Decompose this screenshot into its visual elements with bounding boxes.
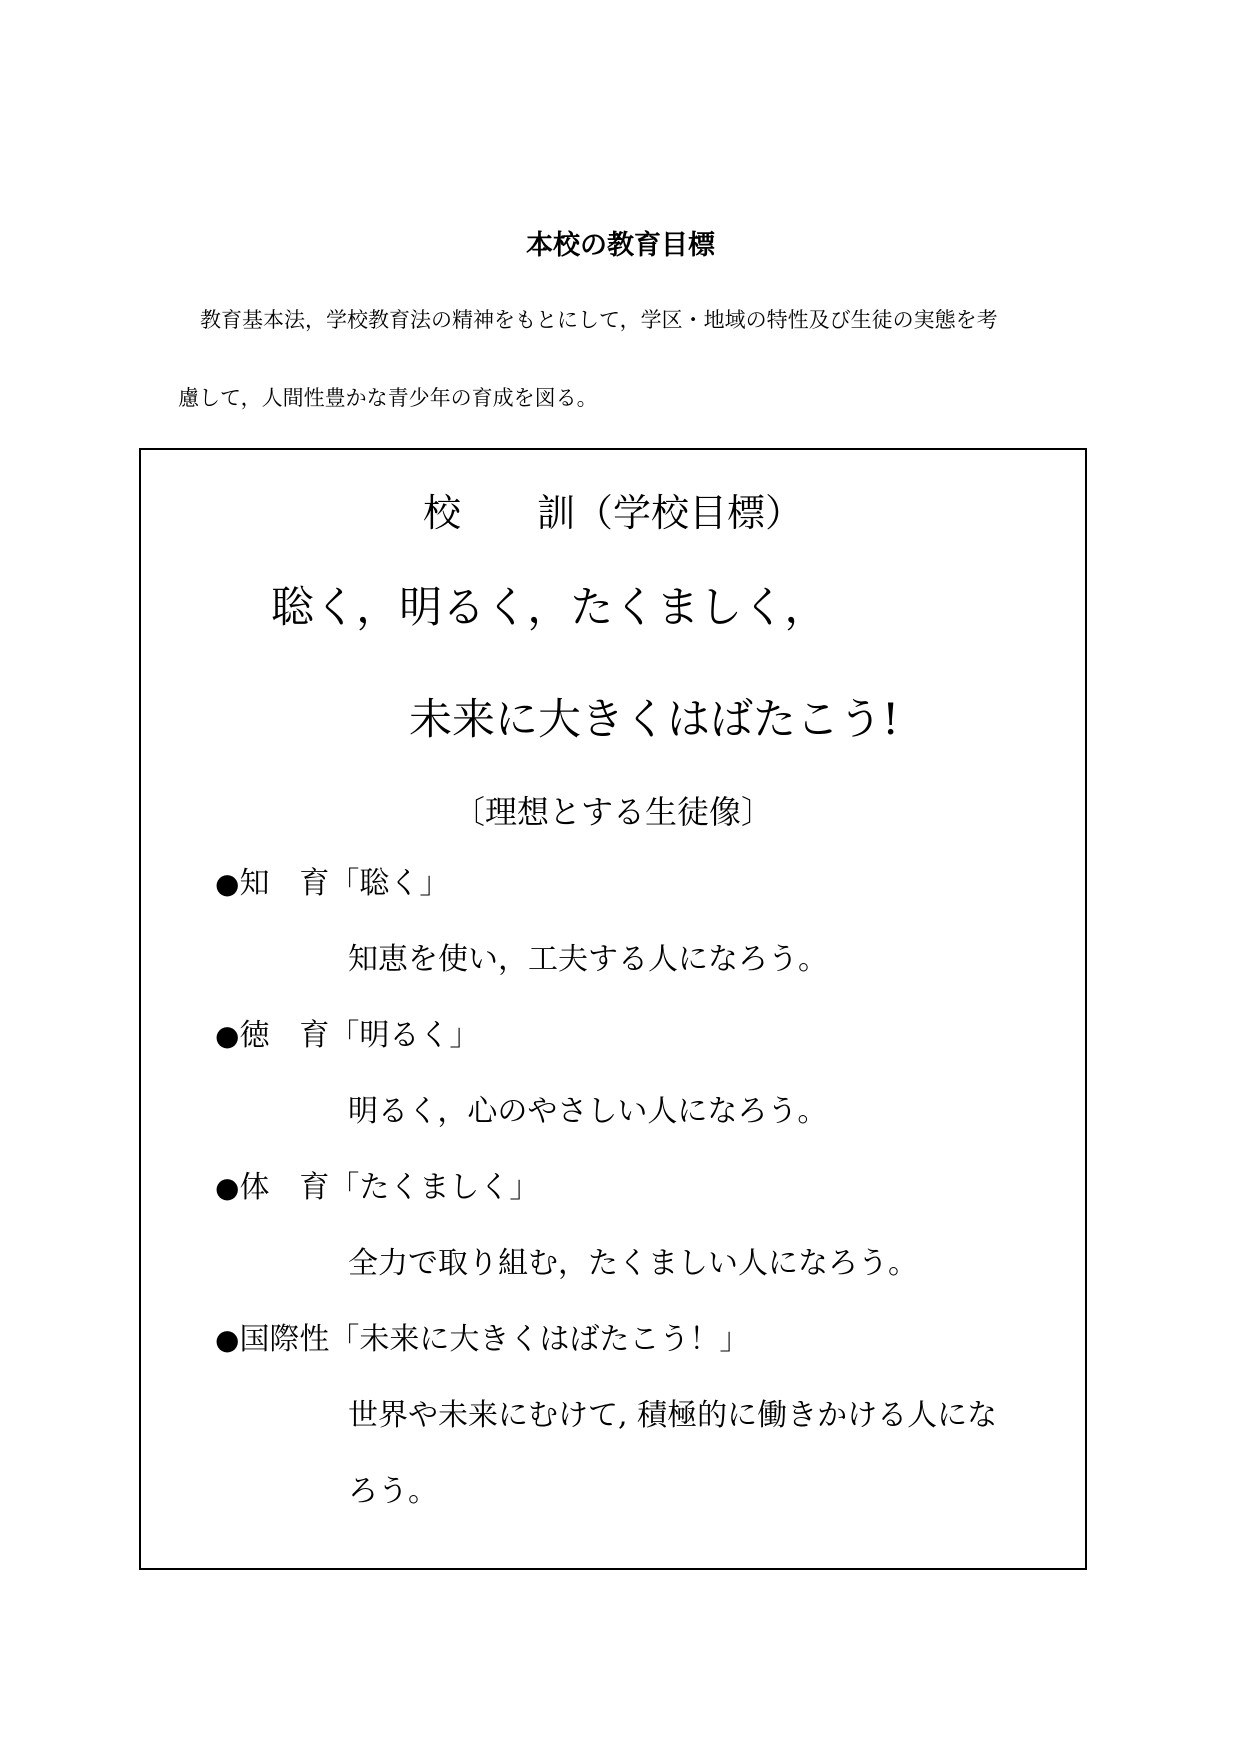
goal-item-label: 体 育「たくましく」: [239, 1170, 540, 1205]
intro-paragraph-line-1: 教育基本法，学校教育法の精神をもとにして，学区・地域の特性及び生徒の実態を考: [200, 308, 998, 332]
goal-item-label: 徳 育「明るく」: [239, 1018, 480, 1053]
intro-paragraph-line-2: 慮して，人間性豊かな青少年の育成を図る。: [178, 386, 598, 410]
goal-item-moral: [215, 1016, 479, 1056]
slogan-line-2: 未来に大きくはばたこう!: [409, 695, 900, 745]
slogan-line-1: 聡く，明るく，たくましく，: [271, 583, 828, 633]
school-motto-heading: [141, 488, 1085, 538]
goal-item-description: 明るく，心のやさしい人になろう。: [348, 1094, 828, 1129]
goal-item-international: [215, 1320, 749, 1360]
motto-heading-right: 訓（学校目標）: [537, 491, 804, 535]
goal-item-intellectual: [215, 864, 449, 904]
page-title: 本校の教育目標: [526, 230, 715, 261]
goal-item-label: 国際性「未来に大きくはばたこう！」: [239, 1322, 750, 1357]
goal-item-description: 全力で取り組む，たくましい人になろう。: [348, 1246, 918, 1281]
motto-heading-left: 校: [422, 491, 461, 535]
bullet-icon: ●: [215, 1171, 240, 1204]
bullet-icon: ●: [215, 1019, 240, 1052]
goal-item-description: 知恵を使い，工夫する人になろう。: [348, 942, 828, 977]
goal-item-description-line-2: ろう。: [348, 1474, 438, 1509]
goal-item-physical: [215, 1168, 539, 1208]
bullet-icon: ●: [215, 867, 240, 900]
goal-item-label: 知 育「聡く」: [239, 866, 450, 901]
goal-item-description-line-1: 世界や未来にむけて, 積極的に働きかける人にな: [348, 1398, 998, 1433]
school-motto-box: [139, 448, 1087, 1570]
ideal-student-heading: 〔理想とする生徒像〕: [452, 793, 773, 831]
bullet-icon: ●: [215, 1323, 240, 1356]
